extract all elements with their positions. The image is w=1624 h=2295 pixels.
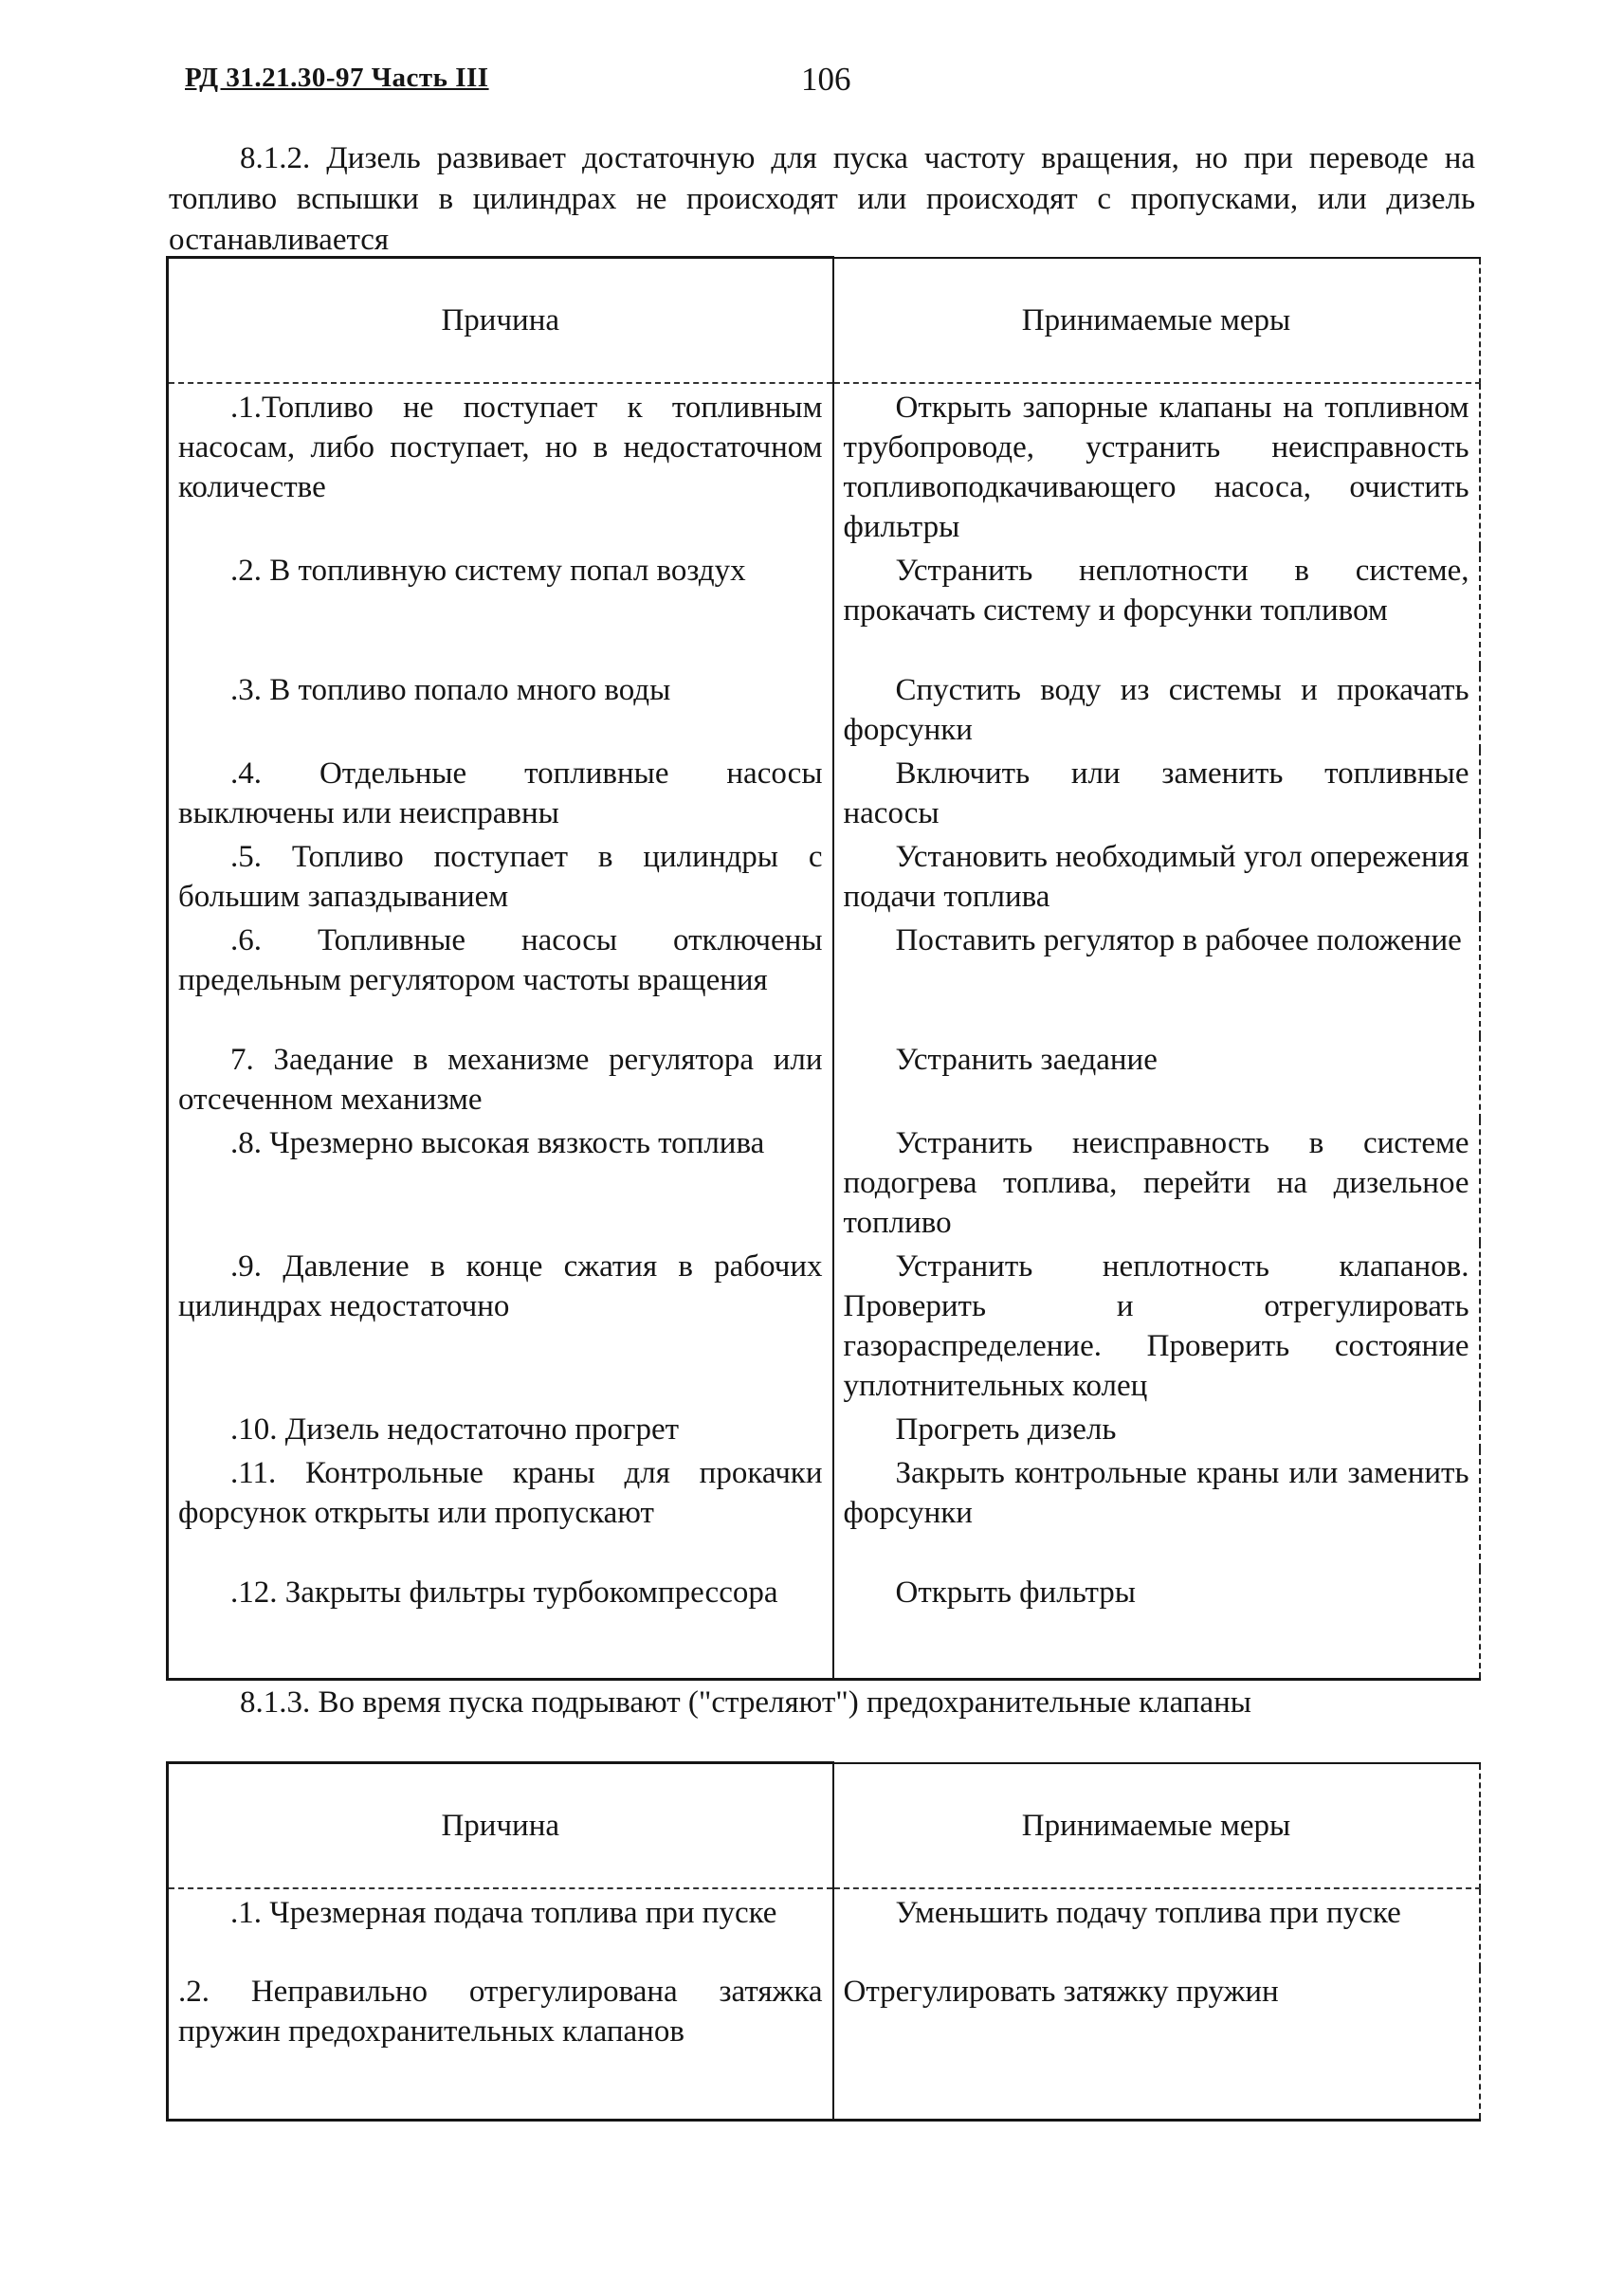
cause-cell: .8. Чрезмерно высокая вязкость топлива [168, 1120, 833, 1243]
cause-cell: .12. Закрыты фильтры турбокомпрессора [168, 1569, 833, 1679]
table-row [168, 1569, 1480, 1679]
cause-cell: .5. Топливо поступает в цилиндры с большим запаздыванием [168, 833, 833, 917]
measure-cell: Включить или заменить топливные насосы [833, 750, 1480, 833]
measure-cell: Прогреть дизель [833, 1406, 1480, 1449]
causes-table-8-1-2 [166, 256, 1481, 1681]
measure-cell: Закрыть контрольные краны или заменить форсунки [833, 1449, 1480, 1569]
table-row [168, 1036, 1480, 1120]
measure-cell: Устранить неплотности в системе, прокачать систему и форсунки топливом [833, 547, 1480, 666]
measure-cell: Открыть фильтры [833, 1569, 1480, 1679]
table-row [168, 383, 1480, 547]
table-header-row [168, 1763, 1480, 1889]
column-header-measures: Принимаемые меры [833, 258, 1480, 384]
table-row [168, 666, 1480, 750]
page-header [185, 63, 1512, 110]
table-row [168, 750, 1480, 833]
measure-cell: Отрегулировать затяжку пружин [833, 1968, 1480, 2120]
measure-cell: Устранить неисправность в системе подогрева топлива, перейти на дизельное топливо [833, 1120, 1480, 1243]
column-header-cause: Причина [168, 1763, 833, 1889]
table-row [168, 1243, 1480, 1406]
table-row [168, 1406, 1480, 1449]
cause-cell: .6. Топливные насосы отключены предельным регулятором частоты вращения [168, 917, 833, 1036]
measure-cell: Спустить воду из системы и прокачать форсунки [833, 666, 1480, 750]
table-row [168, 833, 1480, 917]
cause-cell: .2. Неправильно отрегулирована затяжка пружин предохранительных клапанов [168, 1968, 833, 2120]
cause-cell: 7. Заедание в механизме регулятора или отсеченном механизме [168, 1036, 833, 1120]
table-row [168, 1888, 1480, 1968]
table-row [168, 917, 1480, 1036]
cause-cell: .1.Топливо не поступает к топливным насосам, либо поступает, но в недостаточном количестве [168, 383, 833, 547]
measure-cell: Уменьшить подачу топлива при пуске [833, 1888, 1480, 1968]
measure-cell: Поставить регулятор в рабочее положение [833, 917, 1480, 1036]
section-heading-8-1-2: 8.1.2. Дизель развивает достаточную для пуска частоту вращения, но при переводе на топливо вспышки в цилиндрах не происходят или происходят с пропусками, или дизель останавливается [169, 141, 1475, 257]
column-header-measures: Принимаемые меры [833, 1763, 1480, 1889]
measure-cell: Открыть запорные клапаны на топливном трубопроводе, устранить неисправность топливоподкачивающего насоса, очистить фильтры [833, 383, 1480, 547]
cause-cell: .9. Давление в конце сжатия в рабочих цилиндрах недостаточно [168, 1243, 833, 1406]
cause-cell: .3. В топливо попало много воды [168, 666, 833, 750]
table-row [168, 547, 1480, 666]
cause-cell: .2. В топливную систему попал воздух [168, 547, 833, 666]
measure-cell: Установить необходимый угол опережения подачи топлива [833, 833, 1480, 917]
table-row [168, 1120, 1480, 1243]
section-heading-8-1-3: 8.1.3. Во время пуска подрывают ("стреляют") предохранительные клапаны [240, 1685, 1251, 1720]
cause-cell: .10. Дизель недостаточно прогрет [168, 1406, 833, 1449]
page-number: 106 [801, 61, 851, 98]
column-header-cause: Причина [168, 258, 833, 384]
measure-cell: Устранить заедание [833, 1036, 1480, 1120]
cause-cell: .11. Контрольные краны для прокачки форсунок открыты или пропускают [168, 1449, 833, 1569]
causes-table-8-1-3 [166, 1761, 1481, 2122]
table-header-row [168, 258, 1480, 384]
document-code: РД 31.21.30-97 Часть III [185, 63, 489, 93]
cause-cell: .4. Отдельные топливные насосы выключены или неисправны [168, 750, 833, 833]
measure-cell: Устранить неплотность клапанов. Проверить и отрегулировать газораспределение. Проверить состояние уплотнительных колец [833, 1243, 1480, 1406]
table-row [168, 1449, 1480, 1569]
table-row [168, 1968, 1480, 2120]
cause-cell: .1. Чрезмерная подача топлива при пуске [168, 1888, 833, 1968]
